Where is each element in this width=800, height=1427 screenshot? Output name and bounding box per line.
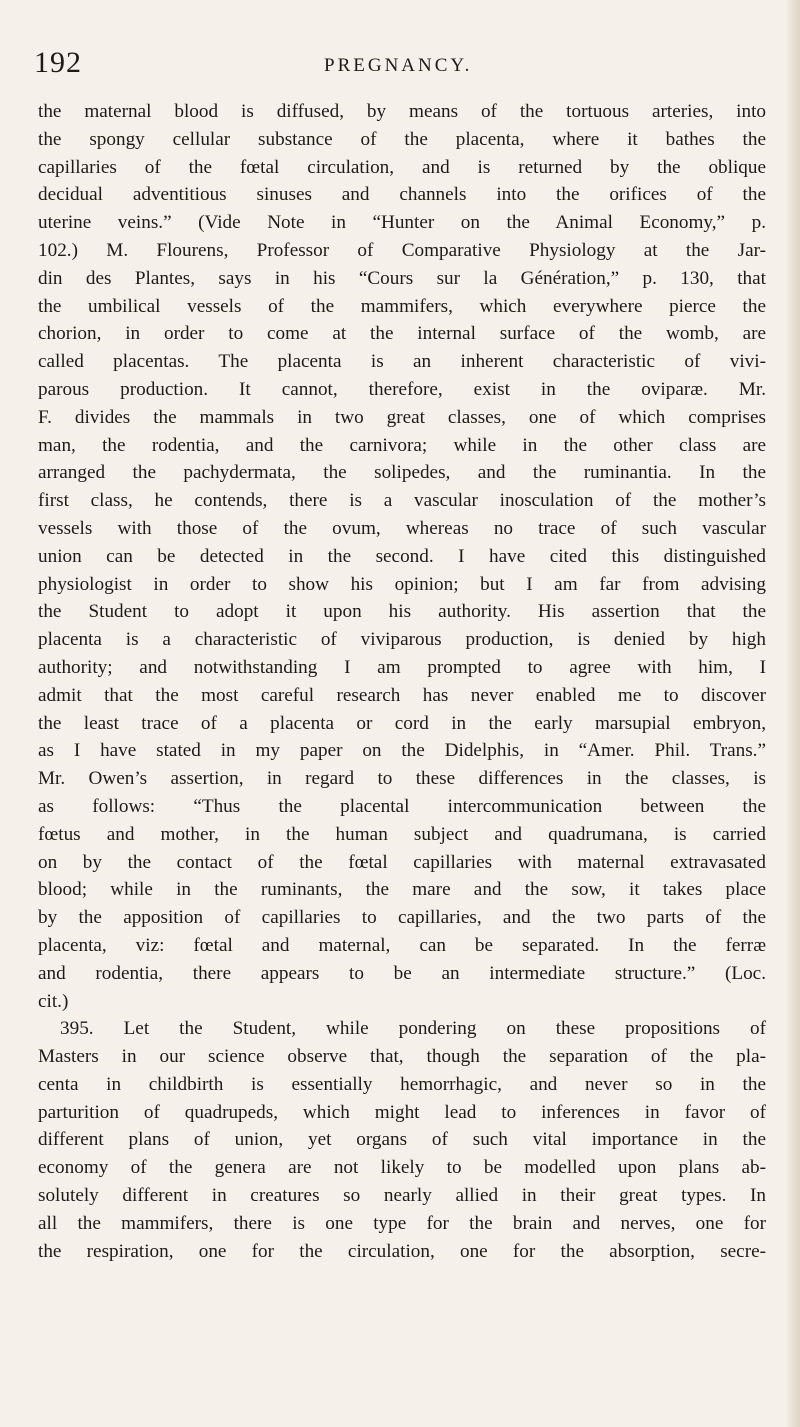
page-edge-shadow bbox=[786, 0, 800, 1427]
text-line: decidual adventitious sinuses and channels into the orifices of the bbox=[38, 184, 766, 206]
page-number: 192 bbox=[34, 46, 82, 79]
text-line: 102.) M. Flourens, Professor of Comparative Physiology at the Jar- bbox=[38, 239, 766, 261]
text-line: F. divides the mammals in two great classes, one of which comprises bbox=[38, 406, 766, 428]
running-head: PREGNANCY. bbox=[324, 55, 473, 76]
text-line: chorion, in order to come at the internal surface of the womb, are bbox=[38, 323, 766, 345]
text-line: Masters in our science observe that, though the separation of the pla- bbox=[38, 1046, 766, 1068]
text-line: the Student to adopt it upon his authority. His assertion that the bbox=[38, 601, 766, 623]
text-line: arranged the pachydermata, the solipedes, and the ruminantia. In the bbox=[38, 462, 766, 484]
text-line: Mr. Owen’s assertion, in regard to these differences in the classes, is bbox=[38, 768, 766, 790]
text-line: solutely different in creatures so nearly allied in their great types. In bbox=[38, 1185, 766, 1207]
text-line: parturition of quadrupeds, which might lead to inferences in favor of bbox=[38, 1101, 766, 1123]
text-line: union can be detected in the second. I have cited this distinguished bbox=[38, 545, 766, 567]
text-line: parous production. It cannot, therefore, exist in the oviparæ. Mr. bbox=[38, 378, 766, 400]
text-line: the spongy cellular substance of the placenta, where it bathes the bbox=[38, 128, 766, 150]
text-line: fœtus and mother, in the human subject and quadrumana, is carried bbox=[38, 823, 766, 845]
text-line: as I have stated in my paper on the Didelphis, in “Amer. Phil. Trans.” bbox=[38, 740, 766, 762]
text-line: the least trace of a placenta or cord in the early marsupial embryon, bbox=[38, 712, 766, 734]
page-header bbox=[34, 46, 764, 86]
text-line: the maternal blood is diffused, by means of the tortuous arteries, into bbox=[38, 101, 766, 122]
text-line: the umbilical vessels of the mammifers, which everywhere pierce the bbox=[38, 295, 766, 317]
text-line: called placentas. The placenta is an inherent characteristic of vivi- bbox=[38, 351, 766, 373]
text-line: as follows: “Thus the placental intercommunication between the bbox=[38, 795, 766, 817]
text-line: placenta, viz: fœtal and maternal, can be separated. In the ferræ bbox=[38, 934, 766, 956]
text-line: din des Plantes, says in his “Cours sur la Génération,” p. 130, that bbox=[38, 267, 766, 289]
text-line: the respiration, one for the circulation, one for the absorption, secre- bbox=[38, 1240, 766, 1262]
text-line: physiologist in order to show his opinion; but I am far from advising bbox=[38, 573, 766, 595]
page-body-text bbox=[38, 98, 766, 1265]
text-line: blood; while in the ruminants, the mare and the sow, it takes place bbox=[38, 879, 766, 901]
text-line: by the apposition of capillaries to capillaries, and the two parts of the bbox=[38, 907, 766, 929]
text-line: economy of the genera are not likely to be modelled upon plans ab- bbox=[38, 1157, 766, 1179]
text-line: and rodentia, there appears to be an intermediate structure.” (Loc. bbox=[38, 962, 766, 984]
text-line: placenta is a characteristic of viviparous production, is denied by high bbox=[38, 629, 766, 651]
text-line: vessels with those of the ovum, whereas no trace of such vascular bbox=[38, 517, 766, 539]
text-line: on by the contact of the fœtal capillaries with maternal extravasated bbox=[38, 851, 766, 873]
text-line: capillaries of the fœtal circulation, and is returned by the oblique bbox=[38, 156, 766, 178]
text-line: man, the rodentia, and the carnivora; while in the other class are bbox=[38, 434, 766, 456]
text-line: cit.) bbox=[38, 990, 69, 1012]
text-line: different plans of union, yet organs of such vital importance in the bbox=[38, 1129, 766, 1151]
text-line: admit that the most careful research has never enabled me to discover bbox=[38, 684, 766, 706]
text-line: uterine veins.” (Vide Note in “Hunter on the Animal Economy,” p. bbox=[38, 212, 766, 234]
paragraph-start-line: 395. Let the Student, while pondering on these propositions of bbox=[60, 1018, 766, 1040]
text-line: centa in childbirth is essentially hemorrhagic, and never so in the bbox=[38, 1073, 766, 1095]
text-line: all the mammifers, there is one type for the brain and nerves, one for bbox=[38, 1212, 766, 1234]
text-line: authority; and notwithstanding I am prompted to agree with him, I bbox=[38, 656, 766, 678]
text-line: first class, he contends, there is a vascular inosculation of the mother’s bbox=[38, 490, 766, 512]
